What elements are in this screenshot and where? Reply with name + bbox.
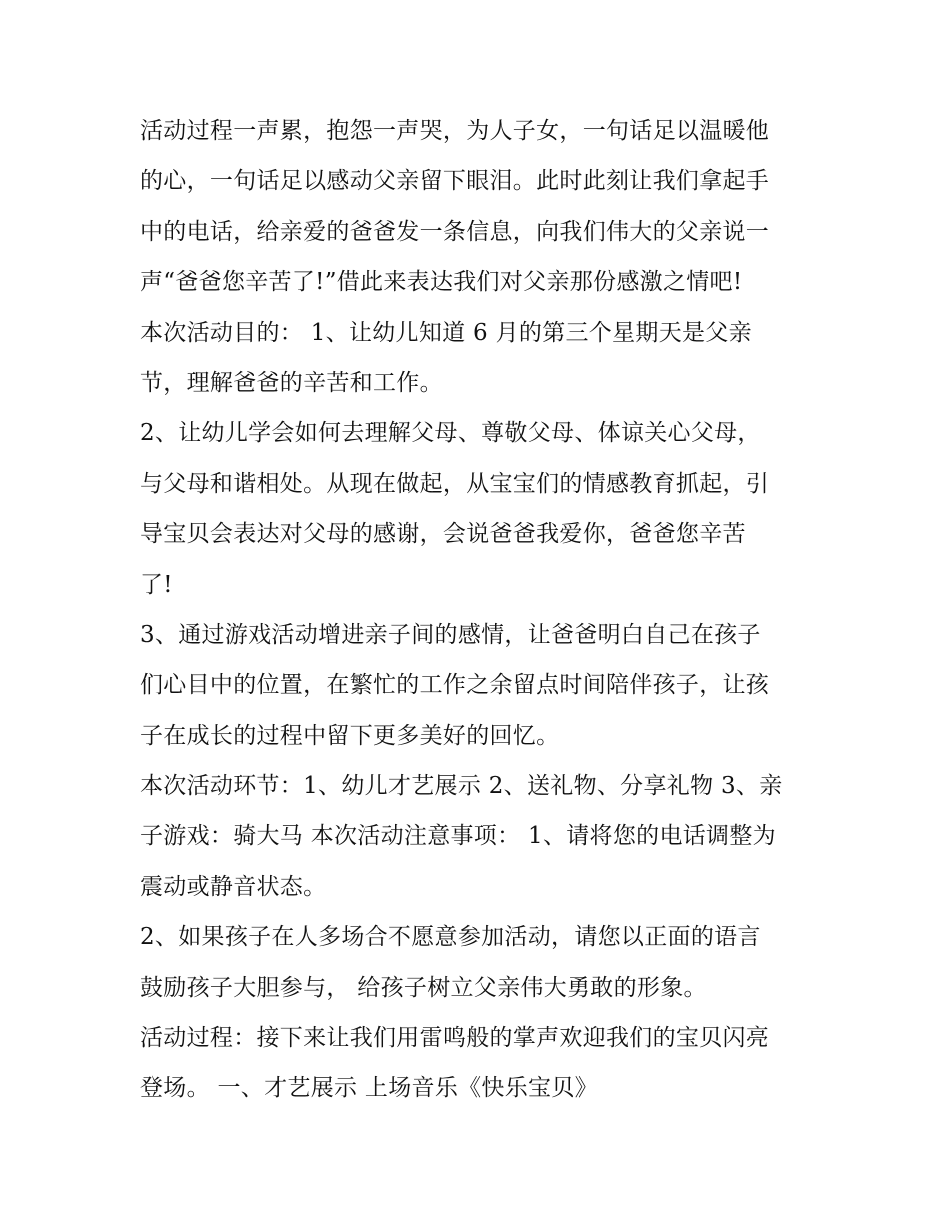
text-line-13: 子在成长的过程中留下更多美好的回忆。: [140, 722, 560, 749]
text-line-12: 们心目中的位置，在繁忙的工作之余留点时间陪伴孩子，让孩: [140, 672, 770, 699]
text-line-20: 登场。 一、才艺展示 上场音乐《快乐宝贝》: [140, 1075, 598, 1102]
text-line-8: 与父母和谐相处。从现在做起，从宝宝们的情感教育抓起，引: [140, 470, 770, 497]
text-line-7: 2、让幼儿学会如何去理解父母、尊敬父母、体谅关心父母，: [140, 420, 761, 447]
text-line-11: 3、通过游戏活动增进亲子间的感情，让爸爸明白自己在孩子: [140, 621, 761, 648]
text-line-18: 鼓励孩子大胆参与， 给孩子树立父亲伟大勇敢的形象。: [140, 974, 707, 1001]
text-line-4: 声“爸爸您辛苦了!”借此来表达我们对父亲那份感激之情吧!: [140, 269, 743, 296]
text-line-5: 本次活动目的： 1、让幼儿知道 6 月的第三个星期天是父亲: [140, 319, 752, 346]
text-line-6: 节，理解爸爸的辛苦和工作。: [140, 369, 443, 396]
document-body: [140, 106, 830, 1114]
text-line-16: 震动或静音状态。: [140, 873, 327, 900]
text-line-10: 了!: [140, 571, 173, 598]
text-line-9: 导宝贝会表达对父母的感谢，会说爸爸我爱你，爸爸您辛苦: [140, 521, 746, 548]
text-line-17: 2、如果孩子在人多场合不愿意参加活动，请您以正面的语言: [140, 924, 761, 951]
text-line-1: 活动过程一声累，抱怨一声哭，为人子女，一句话足以温暖他: [140, 118, 770, 144]
text-line-15: 子游戏：骑大马 本次活动注意事项： 1、请将您的电话调整为: [140, 823, 776, 850]
text-line-19: 活动过程：接下来让我们用雷鸣般的掌声欢迎我们的宝贝闪亮: [140, 1025, 770, 1052]
text-line-3: 中的电话，给亲爱的爸爸发一条信息，向我们伟大的父亲说一: [140, 218, 770, 245]
text-line-14: 本次活动环节：1、幼儿才艺展示 2、送礼物、分享礼物 3、亲: [140, 773, 783, 800]
text-line-2: 的心，一句话足以感动父亲留下眼泪。此时此刻让我们拿起手: [140, 168, 770, 195]
